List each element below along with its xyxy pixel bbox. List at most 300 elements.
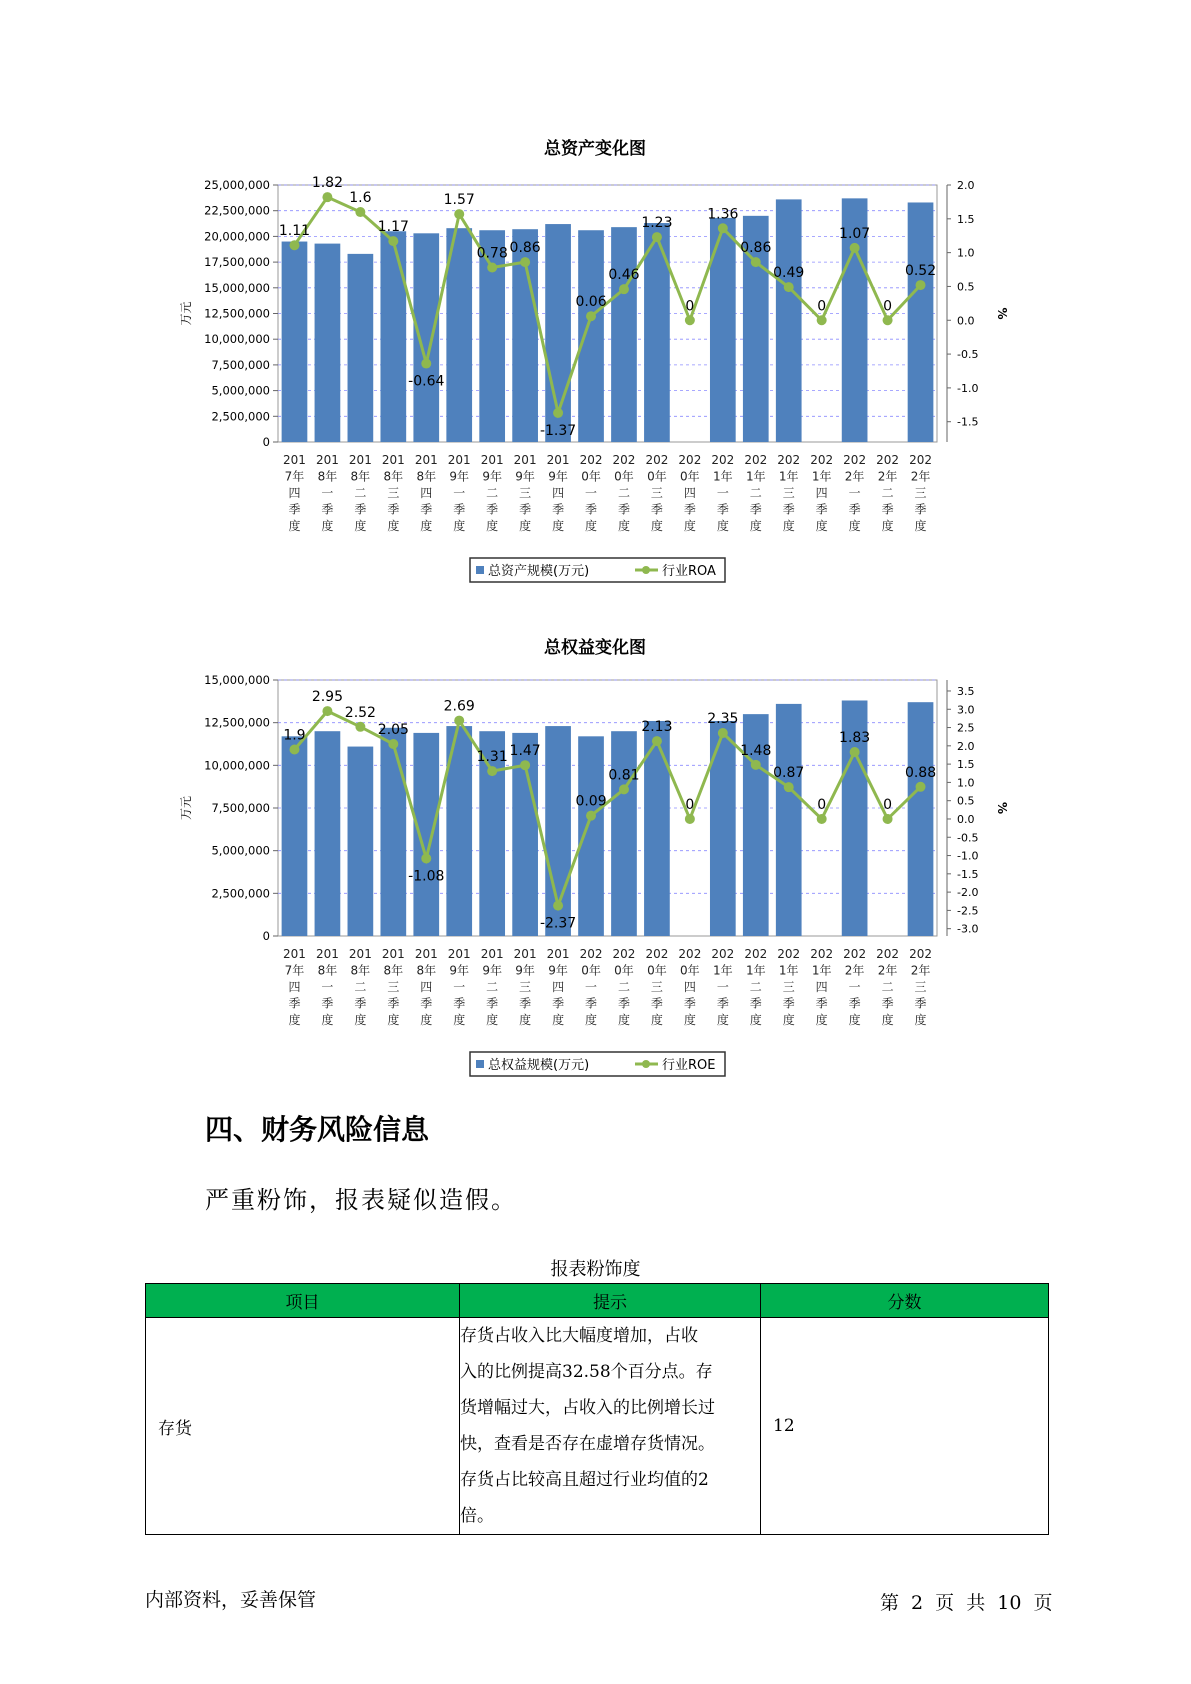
bar	[348, 747, 374, 936]
x-tick-label-line: 7年	[284, 963, 305, 978]
bar	[348, 254, 374, 442]
line-point	[322, 706, 332, 716]
x-tick-label-line: 一	[848, 980, 861, 994]
x-tick-label-line: 季	[848, 502, 861, 517]
x-tick-label-line: 度	[683, 519, 696, 533]
x-tick-label-line: 度	[749, 1013, 762, 1027]
y-left-tick-label: 20,000,000	[204, 229, 270, 244]
y-left-tick-label: 5,000,000	[211, 383, 270, 398]
hint-line: 存货占收入比大幅度增加，占收	[460, 1326, 698, 1346]
x-tick-label-line: 度	[354, 1013, 367, 1027]
bar	[282, 736, 308, 936]
x-tick-label	[481, 453, 504, 533]
line-point	[289, 744, 299, 754]
x-tick-label-line: 8年	[350, 963, 371, 978]
x-tick-label-line: 8年	[317, 469, 338, 484]
data-label: 0.86	[740, 240, 772, 257]
data-label: 1.6	[349, 190, 372, 207]
y-right-tick-label: 1.5	[957, 212, 975, 226]
x-tick-label-line: 201	[546, 947, 570, 961]
x-tick-label	[514, 947, 537, 1027]
x-tick-label-line: 一	[585, 486, 598, 500]
data-label: 1.9	[283, 727, 306, 744]
x-tick-label-line: 度	[453, 519, 466, 533]
x-tick-label	[415, 947, 438, 1027]
x-tick-label-line: 四	[552, 486, 565, 500]
x-tick-label-line: 2年	[877, 469, 898, 484]
table-row	[146, 1318, 1049, 1535]
x-tick-label-line: 二	[354, 980, 367, 994]
hint-line: 存货占比较高且超过行业均值的2	[460, 1470, 709, 1490]
y-right-tick-label: 1.0	[957, 776, 975, 790]
x-tick-label-line: 202	[777, 453, 801, 467]
section-text: 严重粉饰，报表疑似造假。	[205, 1186, 517, 1214]
x-tick-label-line: 度	[552, 1013, 565, 1027]
x-tick-label-line: 季	[387, 502, 400, 517]
y-right-tick-label: 0.0	[957, 314, 975, 328]
x-tick-label-line: 三	[782, 486, 795, 500]
hint-line: 快，查看是否存在虚增存货情况。	[460, 1434, 715, 1454]
bar	[908, 702, 934, 936]
data-label: 1.07	[839, 225, 871, 242]
x-tick-label-line: 季	[881, 996, 894, 1011]
line-point	[421, 359, 431, 369]
x-tick-label	[580, 453, 603, 533]
bar	[776, 704, 802, 936]
x-tick-label-line: 度	[420, 1013, 433, 1027]
hint-line: 倍。	[460, 1506, 494, 1526]
x-tick-label-line: 202	[612, 453, 636, 467]
total-assets-chart	[0, 130, 1191, 600]
x-tick-label-line: 201	[480, 453, 504, 467]
line-point	[553, 408, 563, 418]
section-heading: 四、财务风险信息	[205, 1113, 430, 1146]
x-tick-label-line: 度	[354, 519, 367, 533]
x-tick-label-line: 季	[420, 502, 433, 517]
x-tick-label-line: 度	[321, 1013, 334, 1027]
x-tick-label-line: 8年	[350, 469, 371, 484]
x-tick-label-line: 9年	[515, 963, 535, 978]
line-point	[322, 192, 332, 202]
bar	[908, 202, 934, 442]
data-label: 1.23	[641, 215, 673, 232]
line-point	[586, 311, 596, 321]
x-tick-label-line: 201	[513, 453, 537, 467]
x-tick-label	[909, 947, 932, 1027]
x-tick-label-line: 度	[288, 519, 301, 533]
x-tick-label-line: 季	[453, 996, 466, 1011]
data-label: 1.82	[311, 175, 344, 192]
line-point	[388, 739, 398, 749]
x-tick-label	[316, 453, 339, 533]
x-tick-label-line: 一	[585, 980, 598, 994]
line-point	[520, 760, 530, 770]
x-tick-label-line: 季	[453, 502, 466, 517]
line-point	[784, 282, 794, 292]
x-tick-label-line: 202	[612, 947, 636, 961]
x-tick-label-line: 季	[519, 502, 532, 517]
x-tick-label-line: 度	[881, 1013, 894, 1027]
line-point	[487, 263, 497, 273]
bar	[611, 731, 637, 936]
x-tick-label-line: 季	[716, 996, 729, 1011]
x-tick-label-line: 二	[749, 486, 762, 500]
x-tick-label-line: 四	[288, 486, 301, 500]
x-tick-label	[777, 453, 800, 533]
y-right-tick-label: 3.5	[957, 684, 975, 698]
line-point	[751, 760, 761, 770]
data-label: 2.13	[641, 719, 673, 736]
x-tick-label-line: 度	[749, 519, 762, 533]
x-tick-label-line: 202	[843, 947, 867, 961]
x-tick-label-line: 201	[315, 453, 339, 467]
x-tick-label-line: 201	[348, 453, 372, 467]
y-right-tick-label: 2.0	[957, 179, 975, 192]
x-tick-label	[580, 947, 603, 1027]
x-tick-label-line: 季	[815, 996, 828, 1011]
y-left-axis-label: 万元	[179, 301, 193, 326]
x-tick-label	[415, 453, 438, 533]
x-tick-label-line: 度	[387, 519, 400, 533]
x-tick-label-line: 一	[321, 980, 334, 994]
data-label: 1.48	[740, 742, 772, 759]
x-tick-label	[349, 947, 372, 1027]
x-tick-label-line: 季	[519, 996, 532, 1011]
line-point	[421, 853, 431, 863]
x-tick-label-line: 201	[315, 947, 339, 961]
x-tick-label-line: 二	[617, 486, 630, 500]
x-tick-label-line: 1年	[811, 469, 832, 484]
y-left-tick-label: 15,000,000	[204, 673, 270, 687]
x-tick-label-line: 9年	[482, 963, 502, 978]
x-tick-label-line: 度	[420, 519, 433, 533]
line-point	[355, 207, 365, 217]
x-tick-label	[448, 453, 471, 533]
x-tick-label-line: 二	[749, 980, 762, 994]
x-tick-label-line: 201	[447, 947, 471, 961]
x-tick-label-line: 季	[683, 502, 696, 517]
x-tick-label	[613, 947, 636, 1027]
table-caption: 报表粉饰度	[550, 1259, 641, 1280]
x-tick-label-line: 二	[881, 980, 894, 994]
x-tick-label-line: 9年	[548, 963, 568, 978]
line-point	[619, 284, 629, 294]
page-number: 第 2 页 共 10 页	[880, 1592, 1053, 1614]
x-tick-label-line: 2年	[844, 469, 865, 484]
x-tick-label	[481, 947, 504, 1027]
y-right-tick-label: -1.0	[957, 849, 979, 863]
line-point	[454, 209, 464, 219]
x-tick-label-line: 度	[617, 1013, 630, 1027]
x-tick-label-line: 202	[777, 947, 801, 961]
x-tick-label-line: 度	[617, 519, 630, 533]
x-tick-label-line: 202	[876, 453, 900, 467]
x-tick-label-line: 2年	[910, 469, 931, 484]
x-tick-label	[613, 453, 636, 533]
legend-bar-label: 总资产规模(万元)	[488, 564, 590, 579]
data-label: 1.11	[278, 223, 311, 240]
x-tick-label-line: 季	[914, 502, 927, 517]
x-tick-label-line: 四	[420, 980, 433, 994]
x-tick-label-line: 季	[782, 996, 795, 1011]
data-label: 0.78	[476, 245, 508, 262]
x-tick-label-line: 季	[617, 502, 630, 517]
x-tick-label-line: 一	[716, 486, 729, 500]
x-tick-label-line: 9年	[515, 469, 535, 484]
x-tick-label-line: 0年	[680, 469, 700, 484]
x-tick-label-line: 8年	[416, 469, 437, 484]
y-right-tick-label: -2.5	[957, 904, 979, 918]
x-tick-label-line: 度	[585, 519, 598, 533]
x-tick-label-line: 202	[876, 947, 900, 961]
legend-line-marker	[642, 1060, 650, 1068]
x-tick-label-line: 7年	[284, 469, 305, 484]
x-tick-label	[777, 947, 800, 1027]
x-tick-label-line: 度	[453, 1013, 466, 1027]
x-tick-label-line: 度	[519, 1013, 532, 1027]
x-tick-label-line: 四	[815, 486, 828, 500]
data-label: 0.52	[904, 263, 937, 280]
x-tick-label-line: 四	[683, 980, 696, 994]
y-right-tick-label: 2.0	[957, 739, 975, 753]
legend-line-marker	[642, 566, 650, 574]
x-tick-label-line: 1年	[713, 963, 733, 978]
x-tick-label-line: 度	[519, 519, 532, 533]
x-tick-label-line: 季	[288, 996, 301, 1011]
y-left-tick-label: 0	[262, 929, 270, 943]
data-label: -0.64	[408, 373, 445, 390]
x-tick-label-line: 9年	[449, 963, 470, 978]
x-tick-label-line: 三	[782, 980, 795, 994]
x-tick-label-line: 201	[480, 947, 504, 961]
x-tick-label-line: 季	[617, 996, 630, 1011]
x-tick-label-line: 季	[683, 996, 696, 1011]
x-tick-label	[645, 453, 668, 533]
footer-note: 内部资料，妥善保管	[145, 1589, 317, 1611]
y-right-tick-label: -1.5	[957, 867, 979, 881]
header-item: 项目	[146, 1284, 460, 1318]
x-tick-label-line: 8年	[383, 963, 404, 978]
data-label: 0.88	[904, 764, 937, 781]
x-tick-label-line: 季	[288, 502, 301, 517]
line-point	[850, 747, 860, 757]
x-tick-label-line: 季	[914, 996, 927, 1011]
line-point	[916, 782, 926, 792]
line-point	[916, 280, 926, 290]
line-point	[850, 243, 860, 253]
x-tick-label-line: 0年	[614, 469, 634, 484]
bar	[611, 227, 637, 442]
data-label: 2.69	[443, 698, 475, 715]
x-tick-label	[283, 947, 306, 1027]
bar	[315, 731, 341, 936]
x-tick-label-line: 季	[881, 502, 894, 517]
risk-table	[145, 1283, 1049, 1535]
x-tick-label	[810, 947, 833, 1027]
x-tick-label	[547, 947, 570, 1027]
data-label: 2.95	[311, 689, 344, 706]
x-tick-label-line: 二	[354, 486, 367, 500]
data-label: 1.36	[707, 206, 739, 223]
hint-line: 入的比例提高32.58个百分点。存	[460, 1362, 713, 1382]
hint-line: 货增幅过大，占收入的比例增长过	[460, 1398, 715, 1418]
x-tick-label-line: 8年	[383, 469, 404, 484]
x-tick-label-line: 1年	[745, 963, 766, 978]
data-label: 1.31	[476, 749, 508, 766]
y-right-tick-label: -0.5	[957, 831, 979, 845]
x-tick-label-line: 季	[585, 502, 598, 517]
x-tick-label-line: 四	[815, 980, 828, 994]
x-tick-label	[909, 453, 932, 533]
x-tick-label-line: 季	[321, 502, 334, 517]
y-right-tick-label: 0.5	[957, 280, 975, 294]
x-tick-label-line: 0年	[647, 963, 667, 978]
x-tick-label-line: 201	[414, 453, 438, 467]
x-tick-label-line: 202	[744, 947, 768, 961]
x-tick-label-line: 季	[749, 996, 762, 1011]
line-point	[751, 257, 761, 267]
line-point	[685, 315, 695, 325]
x-tick-label-line: 201	[447, 453, 471, 467]
x-tick-label-line: 三	[387, 486, 400, 500]
x-tick-label-line: 2年	[910, 963, 931, 978]
bar	[479, 230, 505, 442]
data-label: 0	[883, 796, 893, 813]
y-left-tick-label: 25,000,000	[204, 178, 270, 192]
x-tick-label-line: 8年	[416, 963, 437, 978]
chart-title: 总资产变化图	[544, 139, 646, 159]
x-tick-label-line: 201	[414, 947, 438, 961]
x-tick-label-line: 度	[716, 1013, 729, 1027]
x-tick-label-line: 度	[650, 519, 663, 533]
x-tick-label-line: 9年	[449, 469, 470, 484]
x-tick-label-line: 度	[387, 1013, 400, 1027]
x-tick-label-line: 三	[650, 980, 663, 994]
x-tick-label-line: 二	[881, 486, 894, 500]
x-tick-label-line: 季	[420, 996, 433, 1011]
x-tick-label	[283, 453, 306, 533]
x-tick-label	[349, 453, 372, 533]
legend-bar-label: 总权益规模(万元)	[488, 1058, 590, 1073]
x-tick-label-line: 度	[914, 519, 927, 533]
chart-title: 总权益变化图	[544, 638, 646, 658]
x-tick-label-line: 0年	[680, 963, 700, 978]
x-tick-label-line: 202	[579, 947, 603, 961]
x-tick-label	[645, 947, 668, 1027]
x-tick-label-line: 三	[519, 486, 532, 500]
x-tick-label-line: 季	[716, 502, 729, 517]
y-left-axis-label: 万元	[179, 795, 193, 821]
line-point	[883, 814, 893, 824]
x-tick-label-line: 季	[486, 996, 499, 1011]
x-tick-label-line: 202	[810, 947, 834, 961]
x-tick-label-line: 201	[381, 453, 405, 467]
x-tick-label-line: 四	[552, 980, 565, 994]
data-label: 1.17	[377, 219, 409, 236]
x-tick-label-line: 二	[486, 486, 499, 500]
x-tick-label-line: 1年	[745, 469, 766, 484]
x-tick-label-line: 二	[617, 980, 630, 994]
x-tick-label-line: 季	[387, 996, 400, 1011]
line-point	[718, 728, 728, 738]
x-tick-label-line: 0年	[614, 963, 634, 978]
x-tick-label-line: 度	[552, 519, 565, 533]
total-equity-chart	[0, 630, 1191, 1100]
data-label: 0.46	[608, 267, 640, 284]
y-left-tick-label: 7,500,000	[211, 801, 270, 815]
x-tick-label-line: 201	[283, 947, 306, 961]
row-item: 存货	[146, 1318, 460, 1535]
x-tick-label	[382, 453, 405, 533]
x-tick-label-line: 202	[909, 453, 932, 467]
y-left-tick-label: 10,000,000	[204, 332, 270, 347]
x-tick-label-line: 季	[848, 996, 861, 1011]
x-tick-label-line: 度	[881, 519, 894, 533]
x-tick-label-line: 201	[348, 947, 372, 961]
y-right-tick-label: 3.0	[957, 703, 975, 717]
x-tick-label-line: 一	[321, 486, 334, 500]
x-tick-label-line: 1年	[778, 469, 799, 484]
x-tick-label-line: 四	[420, 486, 433, 500]
x-tick-label	[744, 453, 767, 533]
x-tick-label-line: 1年	[811, 963, 832, 978]
x-tick-label-line: 季	[650, 996, 663, 1011]
x-tick-label-line: 季	[552, 996, 565, 1011]
x-tick-label-line: 202	[678, 947, 702, 961]
line-point	[553, 901, 563, 911]
y-left-tick-label: 0	[262, 435, 270, 449]
x-tick-label-line: 度	[914, 1013, 927, 1027]
data-label: 0.81	[608, 767, 640, 784]
x-tick-label-line: 202	[678, 453, 702, 467]
x-tick-label-line: 202	[810, 453, 834, 467]
data-label: 0.86	[509, 240, 541, 257]
y-left-tick-label: 12,500,000	[204, 715, 270, 730]
x-tick-label-line: 一	[453, 980, 466, 994]
x-tick-label-line: 季	[749, 502, 762, 517]
data-label: 0.09	[575, 793, 607, 810]
bar	[413, 733, 439, 936]
x-tick-label	[843, 947, 866, 1027]
x-tick-label	[514, 453, 537, 533]
data-label: 0	[883, 298, 893, 315]
x-tick-label-line: 8年	[317, 963, 338, 978]
data-label: 2.35	[707, 711, 739, 728]
x-tick-label-line: 度	[848, 1013, 861, 1027]
data-label: -1.08	[408, 868, 445, 885]
y-left-tick-label: 2,500,000	[211, 886, 270, 901]
x-tick-label-line: 1年	[778, 963, 799, 978]
y-right-tick-label: 1.0	[957, 246, 975, 260]
x-tick-label-line: 季	[585, 996, 598, 1011]
x-tick-label-line: 202	[579, 453, 603, 467]
x-tick-label-line: 一	[848, 486, 861, 500]
x-tick-label	[876, 947, 899, 1027]
x-tick-label-line: 季	[321, 996, 334, 1011]
line-point	[817, 315, 827, 325]
data-label: 2.05	[377, 722, 409, 738]
x-tick-label-line: 201	[546, 453, 570, 467]
x-tick-label-line: 度	[585, 1013, 598, 1027]
x-tick-label-line: 201	[513, 947, 537, 961]
y-right-tick-label: -2.0	[957, 886, 979, 900]
x-tick-label-line: 三	[387, 980, 400, 994]
line-point	[718, 223, 728, 233]
y-left-tick-label: 22,500,000	[204, 203, 270, 218]
x-tick-label-line: 9年	[548, 469, 568, 484]
x-tick-label-line: 三	[914, 980, 927, 994]
x-tick-label-line: 201	[381, 947, 405, 961]
